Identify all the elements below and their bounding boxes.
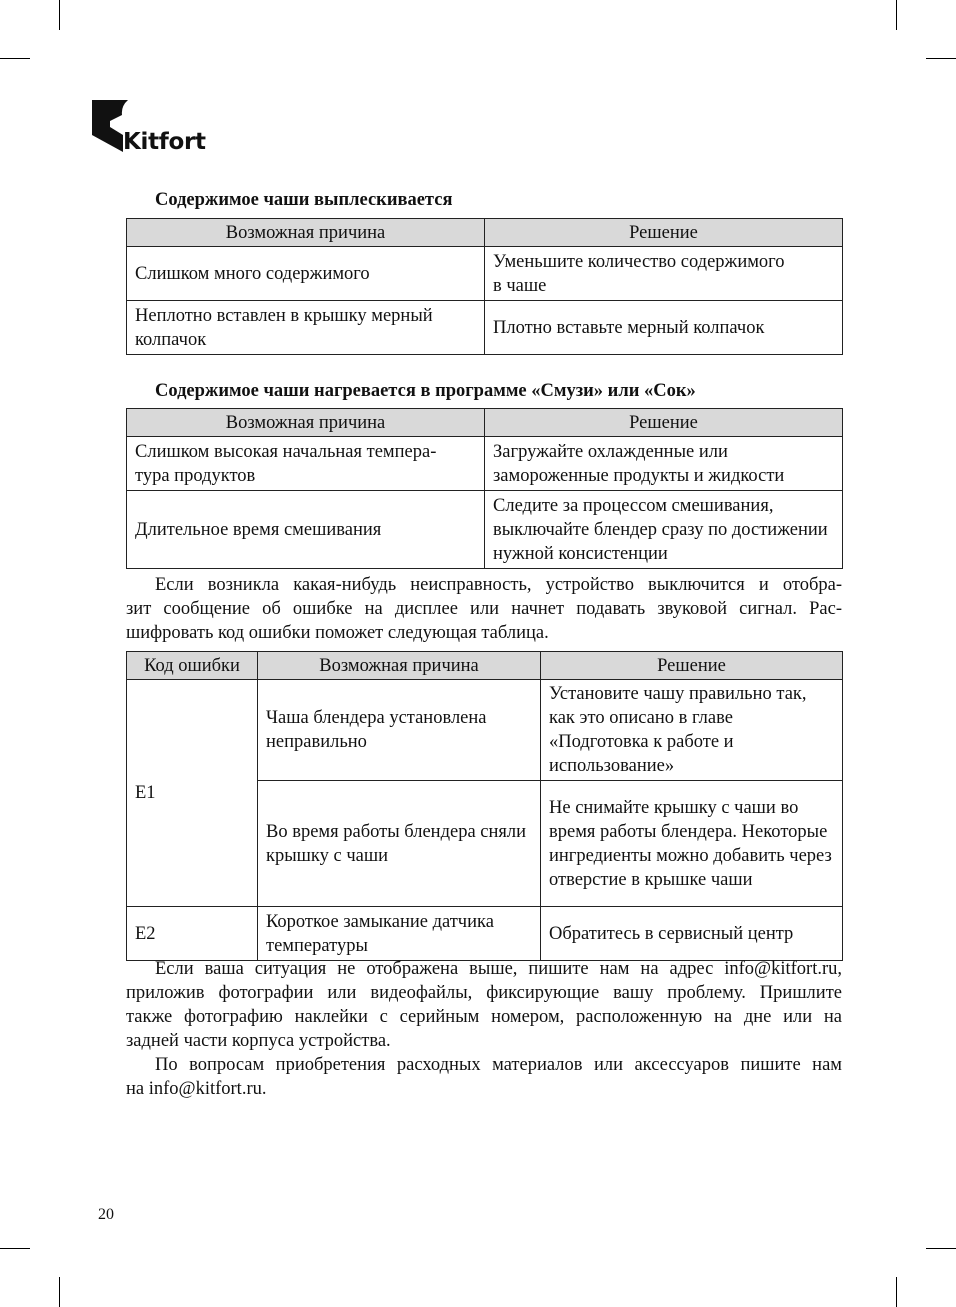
cause-cell: Чаша блендера установлена неправильно bbox=[258, 680, 541, 781]
table-row bbox=[127, 247, 843, 301]
cause-cell: Короткое замыкание датчика температуры bbox=[258, 907, 541, 961]
column-header-cause: Возможная причина bbox=[127, 219, 485, 247]
column-header-solution: Решение bbox=[485, 219, 843, 247]
solution-cell: Загружайте охлажденные или замороженные продукты и жидкости bbox=[485, 437, 843, 491]
error-intro-paragraph: Если возникла какая-нибудь неисправность, устройство выключится и отобра- зит сообщение об ошибке на дисплее или начнет подавать звуковой сигнал. Рас- шифровать код ошибки поможет следующая таблица. bbox=[126, 575, 842, 643]
column-header-cause: Возможная причина bbox=[258, 652, 541, 680]
solution-cell: Не снимайте крышку с чаши во время работы блендера. Некоторые ингредиенты можно добавить через отверстие в крышке чаши bbox=[541, 781, 843, 907]
error-code-cell: E1 bbox=[127, 680, 258, 907]
table-header-row bbox=[127, 652, 843, 680]
solution-cell: Плотно вставьте мерный колпачок bbox=[485, 301, 843, 355]
table-header-row bbox=[127, 409, 843, 437]
cause-cell: Длительное время смешивания bbox=[127, 491, 485, 569]
page-number: 20 bbox=[98, 1206, 114, 1223]
brand-name: Kitfort bbox=[123, 129, 206, 155]
table-header-row bbox=[127, 219, 843, 247]
contact-paragraph: Если ваша ситуация не отображена выше, пишите нам на адрес info@kitfort.ru, приложив фотографии или видеофайлы, фиксирующие вашу проблему. Пришлите также фотографию наклейки с серийным номером, расположенную на дне или на задней части корпуса устройства. bbox=[126, 959, 842, 1051]
accessories-paragraph: По вопросам приобретения расходных материалов или аксессуаров пишите нам на info@kitfort.ru. bbox=[126, 1055, 842, 1099]
crop-mark bbox=[59, 0, 60, 30]
solution-cell: Обратитесь в сервисный центр bbox=[541, 907, 843, 961]
troubleshooting-table-splashing bbox=[126, 218, 843, 355]
solution-cell: Уменьшите количество содержимого в чаше bbox=[485, 247, 843, 301]
column-header-solution: Решение bbox=[541, 652, 843, 680]
table-row bbox=[127, 491, 843, 569]
section-heading-heating: Содержимое чаши нагревается в программе «Смузи» или «Сок» bbox=[155, 381, 696, 401]
table-row bbox=[127, 437, 843, 491]
column-header-solution: Решение bbox=[485, 409, 843, 437]
crop-mark bbox=[926, 1248, 956, 1249]
crop-mark bbox=[0, 58, 30, 59]
crop-mark bbox=[926, 58, 956, 59]
crop-mark bbox=[896, 1277, 897, 1307]
table-row bbox=[127, 680, 843, 781]
crop-mark bbox=[0, 1248, 30, 1249]
column-header-cause: Возможная причина bbox=[127, 409, 485, 437]
cause-cell: Во время работы блендера сняли крышку с чаши bbox=[258, 781, 541, 907]
solution-cell: Установите чашу правильно так, как это описано в главе «Подготовка к работе и использование» bbox=[541, 680, 843, 781]
table-row bbox=[127, 907, 843, 961]
section-heading-splashing: Содержимое чаши выплескивается bbox=[155, 190, 453, 210]
troubleshooting-table-heating bbox=[126, 408, 843, 569]
brand-logo bbox=[92, 100, 212, 158]
table-row bbox=[127, 301, 843, 355]
column-header-error-code: Код ошибки bbox=[127, 652, 258, 680]
crop-mark bbox=[896, 0, 897, 30]
crop-mark bbox=[59, 1277, 60, 1307]
cause-cell: Слишком высокая начальная темпера- тура продуктов bbox=[127, 437, 485, 491]
cause-cell: Слишком много содержимого bbox=[127, 247, 485, 301]
solution-cell: Следите за процессом смешивания, выключайте блендер сразу по достижении нужной консистенции bbox=[485, 491, 843, 569]
cause-cell: Неплотно вставлен в крышку мерный колпачок bbox=[127, 301, 485, 355]
error-code-cell: E2 bbox=[127, 907, 258, 961]
error-code-table bbox=[126, 651, 843, 961]
